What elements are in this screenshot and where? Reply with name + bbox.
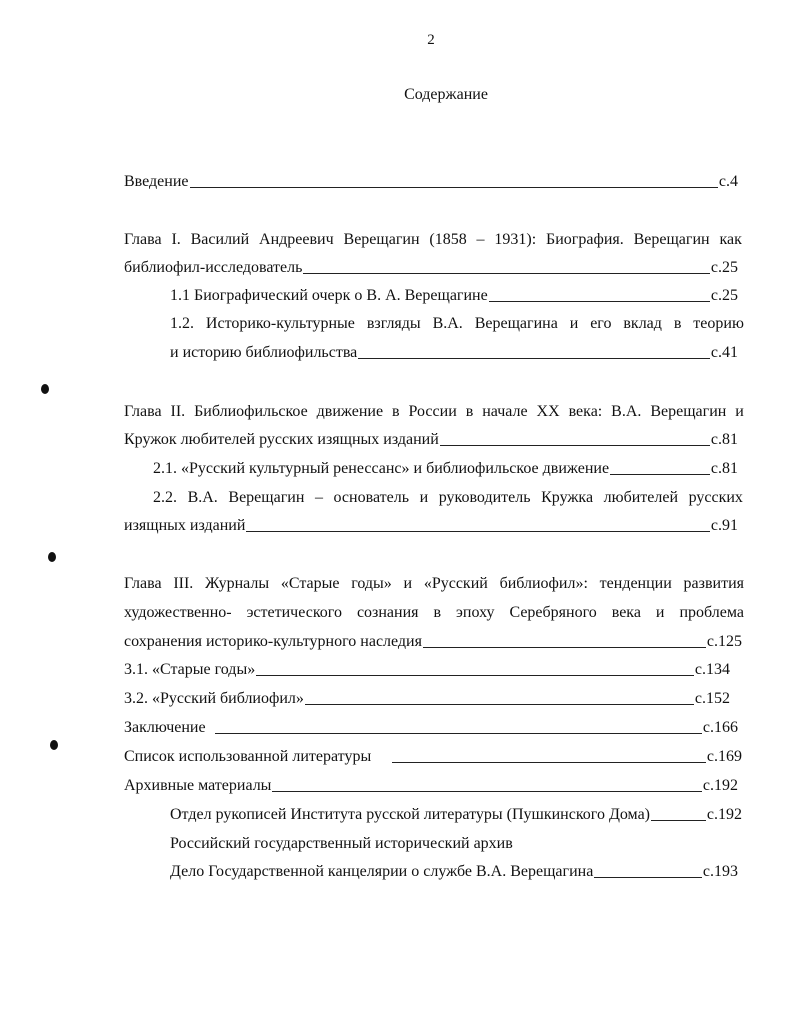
toc-word: века (611, 604, 641, 621)
toc-entry-page: с.91 (710, 517, 738, 534)
leader-line (272, 791, 701, 792)
toc-word: основатель (333, 489, 409, 506)
toc-word: Верещагин (228, 489, 305, 506)
toc-word: в (433, 604, 442, 621)
leader-line (303, 273, 709, 274)
leader-line (440, 445, 710, 446)
toc-word: эстетического (246, 604, 342, 621)
leader-line (423, 647, 706, 648)
leader-line (358, 358, 710, 359)
toc-word: XX (536, 403, 560, 420)
toc-entry-page: с.192 (706, 806, 742, 823)
toc-ch2-s1[interactable] (153, 459, 738, 479)
toc-entry-page: с.134 (694, 661, 730, 678)
toc-entry-page: с.41 (710, 344, 738, 361)
toc-entry-text: 2.1. «Русский культурный ренессанс» и библиофильское движение (153, 460, 610, 477)
toc-ch2-line2[interactable] (124, 430, 738, 450)
toc-word: Глава (124, 231, 162, 248)
toc-ch1-s1[interactable] (170, 286, 738, 306)
toc-entry-text: изящных изданий (124, 517, 246, 534)
toc-word: развития (683, 575, 744, 592)
toc-word: начале (482, 403, 528, 420)
toc-word: – (476, 231, 485, 248)
toc-word: русских (688, 489, 743, 506)
toc-word: Библиофильское (194, 403, 308, 420)
leader-line (190, 187, 718, 188)
toc-entry-archive-rgia[interactable] (170, 834, 513, 854)
page-title: Содержание (404, 86, 488, 103)
toc-entry-text: Архивные материалы (124, 777, 272, 794)
toc-entry-page: с.25 (710, 259, 738, 276)
toc-word: в (673, 315, 682, 332)
margin-mark (50, 740, 58, 750)
toc-entry-conclusion[interactable] (124, 718, 738, 738)
toc-word: в (465, 403, 474, 420)
toc-entry-page: с.81 (710, 460, 738, 477)
leader-line (256, 675, 694, 676)
toc-word: 1.2. (170, 315, 194, 332)
toc-ch1-s2-line1[interactable] (170, 314, 744, 334)
toc-word: века: (568, 403, 603, 420)
toc-word: его (590, 315, 612, 332)
toc-entry-page: с.125 (706, 633, 742, 650)
toc-word: Журналы (205, 575, 270, 592)
toc-ch2-line1[interactable] (124, 402, 744, 422)
toc-ch3-line1[interactable] (124, 574, 744, 594)
toc-word: проблема (679, 604, 744, 621)
leader-line (594, 877, 702, 878)
leader-line (489, 301, 710, 302)
toc-word: любителей (603, 489, 679, 506)
toc-word: эпоху (456, 604, 495, 621)
toc-entry-text: 1.1 Биографический очерк о В. А. Верещагине (170, 287, 488, 304)
toc-ch1-line2[interactable] (124, 258, 738, 278)
margin-mark (41, 384, 49, 394)
toc-word: III. (173, 575, 194, 592)
toc-ch1-line1[interactable] (124, 230, 742, 250)
toc-word: сознания (356, 604, 419, 621)
toc-word: как (719, 231, 742, 248)
toc-word: художественно- (124, 604, 232, 621)
toc-word: и (735, 403, 744, 420)
toc-word: и (419, 489, 429, 506)
toc-entry-page: с.169 (706, 748, 742, 765)
toc-word: России (408, 403, 457, 420)
toc-word: Верещагин (650, 403, 727, 420)
toc-word: и (569, 315, 579, 332)
toc-entry-archives[interactable] (124, 776, 738, 796)
toc-word: теорию (693, 315, 744, 332)
toc-entry-text: Введение (124, 173, 189, 190)
toc-ch1-s2-line2[interactable] (170, 343, 738, 363)
toc-entry-text: 3.1. «Старые годы» (124, 661, 256, 678)
leader-line (305, 704, 694, 705)
toc-word: Верещагин (633, 231, 710, 248)
toc-word: Верещагин (343, 231, 420, 248)
toc-entry-text: Дело Государственной канцелярии о службе В.А. Верещагина (170, 863, 594, 880)
toc-word: «Русский (423, 575, 488, 592)
toc-word: Глава (124, 403, 162, 420)
toc-word: руководитель (438, 489, 531, 506)
toc-ch3-line3[interactable] (124, 632, 742, 652)
leader-line (392, 762, 706, 763)
toc-word: – (314, 489, 323, 506)
toc-word: II. (170, 403, 186, 420)
toc-word: годы» (351, 575, 392, 592)
page-number: 2 (427, 32, 435, 48)
toc-ch2-s2-line2[interactable] (124, 516, 738, 536)
toc-ch3-line2[interactable] (124, 603, 744, 623)
toc-entry-text: Отдел рукописей Института русской литературы (Пушкинского Дома) (170, 806, 650, 823)
toc-word: тенденции (599, 575, 672, 592)
toc-entry-text: Заключение (124, 719, 206, 736)
toc-word: I. (171, 231, 181, 248)
toc-ch3-s2[interactable] (124, 689, 730, 709)
toc-word: Историко-культурные (205, 315, 355, 332)
toc-word: Верещагина (474, 315, 558, 332)
toc-entry-archive-pushkin[interactable] (170, 805, 742, 825)
toc-word: (1858 (429, 231, 467, 248)
toc-word: и (655, 604, 665, 621)
margin-mark (48, 552, 56, 562)
toc-entry-intro[interactable] (124, 172, 738, 192)
toc-entry-page: с.81 (710, 431, 738, 448)
toc-word: В.А. (187, 489, 218, 506)
toc-entry-text: сохранения историко-культурного наследия (124, 633, 422, 650)
leader-line (610, 474, 710, 475)
toc-word: В.А. (611, 403, 642, 420)
toc-entry-page: с.4 (718, 173, 738, 190)
toc-word: Биография. (546, 231, 624, 248)
toc-ch2-s2-line1[interactable] (153, 488, 743, 508)
toc-word: 2.2. (153, 489, 177, 506)
toc-word: и (403, 575, 413, 592)
leader-line (215, 733, 702, 734)
toc-entry-archive-case[interactable] (170, 862, 738, 882)
toc-word: в (392, 403, 400, 420)
toc-word: библиофил»: (499, 575, 588, 592)
toc-word: Кружка (541, 489, 594, 506)
toc-entry-text: 3.2. «Русский библиофил» (124, 690, 304, 707)
toc-word: Василий (190, 231, 250, 248)
toc-entry-text: Российский государственный исторический архив (170, 835, 513, 852)
toc-entry-page: с.166 (702, 719, 738, 736)
toc-entry-text: и историю библиофильства (170, 344, 358, 361)
toc-entry-page: с.193 (702, 863, 738, 880)
toc-word: 1931): (494, 231, 537, 248)
leader-line (246, 531, 709, 532)
toc-ch3-s1[interactable] (124, 660, 730, 680)
toc-entry-bibliography[interactable] (124, 747, 742, 767)
toc-word: В.А. (432, 315, 463, 332)
toc-entry-text: библиофил-исследователь (124, 259, 303, 276)
toc-entry-text: Кружок любителей русских изящных изданий (124, 431, 439, 448)
toc-word: Андреевич (259, 231, 334, 248)
leader-line (651, 820, 706, 821)
toc-word: взгляды (366, 315, 421, 332)
toc-word: Серебряного (509, 604, 597, 621)
toc-entry-text: Список использованной литературы (124, 748, 372, 765)
toc-word: движение (316, 403, 384, 420)
toc-word: вклад (623, 315, 662, 332)
toc-entry-page: с.192 (702, 777, 738, 794)
toc-entry-page: с.152 (694, 690, 730, 707)
toc-entry-page: с.25 (710, 287, 738, 304)
toc-word: Глава (124, 575, 162, 592)
toc-word: «Старые (280, 575, 340, 592)
